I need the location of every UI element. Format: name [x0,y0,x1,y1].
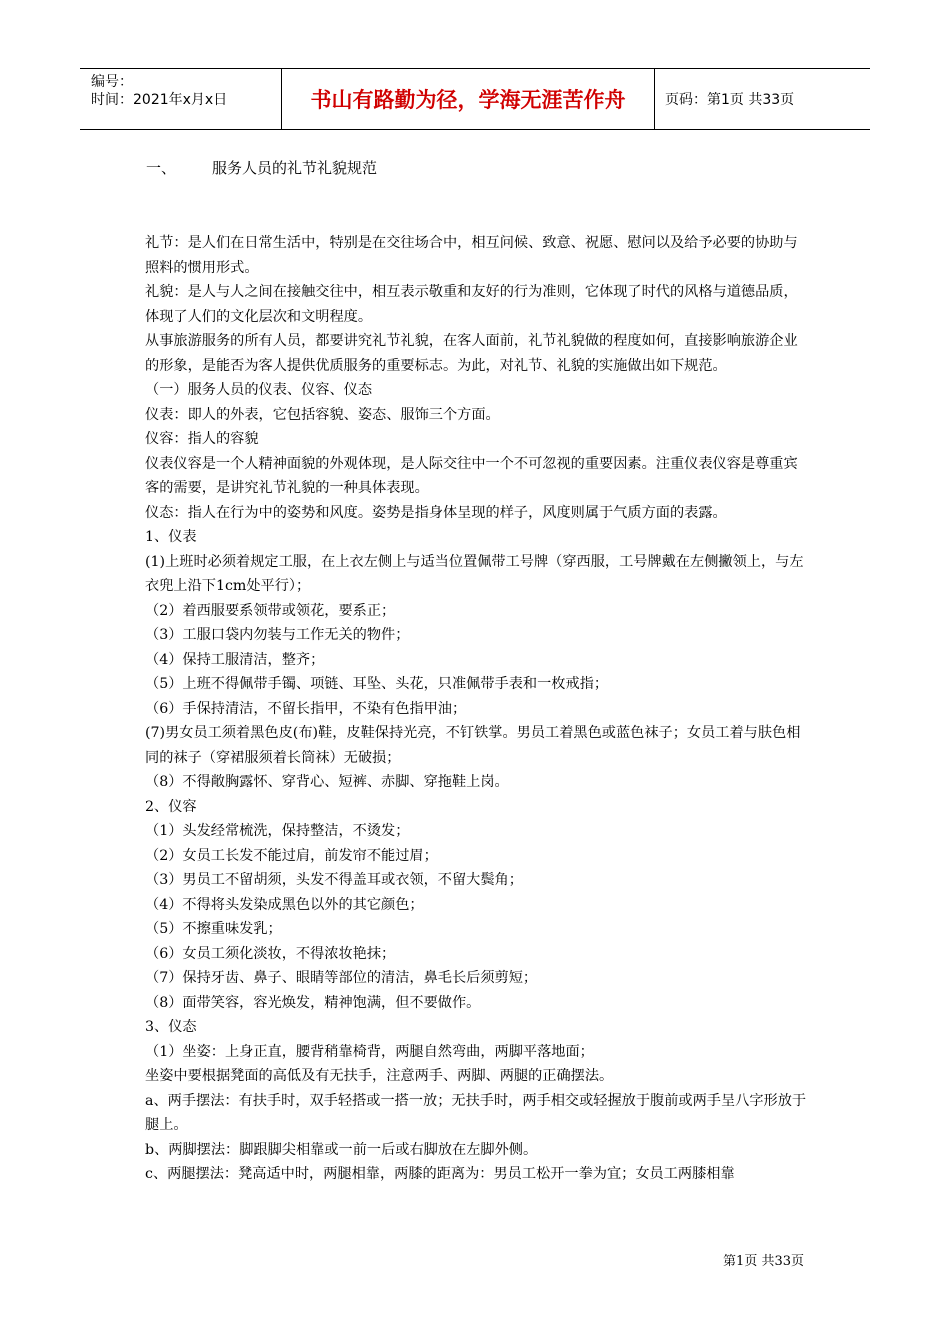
document-date: 时间：2021年x月x日 [91,92,228,108]
section-title: 服务人员的礼节礼貌规范 [212,159,378,177]
body-paragraph: a、两手摆法：有扶手时，双手轻搭或一搭一放；无扶手时，两手相交或轻握放于腹前或两手呈八字形放于腿上。 [145,1092,807,1133]
body-paragraph: （6）手保持清洁，不留长指甲，不染有色指甲油； [145,700,467,717]
header-page-info: 页码：第1页 共33页 [665,92,795,108]
body-paragraph: （4）不得将头发染成黑色以外的其它颜色； [145,896,424,913]
body-paragraph: （3）男员工不留胡须，头发不得盖耳或衣领，不留大鬓角； [145,872,523,888]
body-paragraph: 1、仪表 [145,529,197,545]
body-paragraph: （5）上班不得佩带手镯、项链、耳坠、头花，只准佩带手表和一枚戒指； [145,676,609,692]
body-paragraph: （1）坐姿：上身正直，腰背稍靠椅背，两腿自然弯曲，两脚平落地面； [145,1043,594,1060]
body-paragraph: 礼貌：是人与人之间在接触交往中，相互表示敬重和友好的行为准则，它体现了时代的风格与道德品质，体现了人们的文化层次和文明程度。 [145,284,798,325]
body-paragraph: （8）面带笑容，容光焕发，精神饱满，但不要做作。 [145,994,481,1011]
section-heading [146,157,377,178]
body-paragraph: （5）不擦重味发乳； [145,921,282,937]
body-paragraph: c、两腿摆法：凳高适中时，两腿相靠，两膝的距离为：男员工松开一拳为宜；女员工两膝相靠 [145,1166,735,1182]
body-paragraph: 3、仪态 [145,1019,197,1035]
section-number: 一、 [146,159,177,177]
body-paragraph: (7)男女员工须着黑色皮(布)鞋，皮鞋保持光亮，不钉铁掌。男员工着黑色或蓝色袜子；女员工着与肤色相同的袜子（穿裙服须着长筒袜）无破损； [145,725,801,766]
body-paragraph: 2、仪容 [145,798,197,815]
body-paragraph: （1）头发经常梳洗，保持整洁，不烫发； [145,823,410,839]
body-paragraph: (1)上班时必须着规定工服，在上衣左侧上与适当位置佩带工号牌（穿西服，工号牌戴在左侧撇领上，与左衣兜上沿下1cm处平行）； [145,553,804,594]
body-paragraph: （2）着西服要系领带或领花，要系正； [145,602,396,619]
body-paragraph: （4）保持工服清洁，整齐； [145,651,325,668]
body-paragraph: 从事旅游服务的所有人员，都要讲究礼节礼貌，在客人面前，礼节礼貌做的程度如何，直接影响旅游企业的形象，是能否为客人提供优质服务的重要标志。为此，对礼节、礼貌的实施做出如下规范。 [145,333,798,374]
body-paragraph: 坐姿中要根据凳面的高低及有无扶手，注意两手、两脚、两腿的正确摆法。 [145,1068,614,1084]
body-paragraph: 仪表仪容是一个人精神面貌的外观体现，是人际交往中一个不可忽视的重要因素。注重仪表仪容是尊重宾客的需要，是讲究礼节礼貌的一种具体表现。 [145,455,798,496]
body-paragraph: 礼节：是人们在日常生活中，特别是在交往场合中，相互问候、致意、祝愿、慰问以及给予必要的协助与照料的惯用形式。 [145,235,798,276]
body-paragraph: （8）不得敞胸露怀、穿背心、短裤、赤脚、穿拖鞋上岗。 [145,774,509,790]
body-paragraph: （3）工服口袋内勿装与工作无关的物件； [145,627,410,643]
body-paragraph: 仪容：指人的容貌 [145,431,259,447]
document-number-label: 编号： [91,74,133,90]
header-motto: 书山有路勤为径，学海无涯苦作舟 [282,69,655,129]
body-paragraph: 仪表：即人的外表，它包括容貌、姿态、服饰三个方面。 [145,406,500,423]
page-header [80,68,870,130]
body-paragraph: 仪态：指人在行为中的姿势和风度。姿势是指身体呈现的样子，风度则属于气质方面的表露。 [145,504,727,521]
body-paragraph: （7）保持牙齿、鼻子、眼睛等部位的清洁，鼻毛长后须剪短； [145,970,538,986]
body-paragraph: （6）女员工须化淡妆，不得浓妆艳抹； [145,945,396,962]
page-footer: 第1页 共33页 [723,1254,804,1269]
document-body [145,231,810,1187]
body-paragraph: （2）女员工长发不能过肩，前发帘不能过眉； [145,847,438,864]
header-meta [80,69,282,129]
body-paragraph: （一）服务人员的仪表、仪容、仪态 [145,382,373,398]
body-paragraph: b、两脚摆法：脚跟脚尖相靠或一前一后或右脚放在左脚外侧。 [145,1141,538,1158]
